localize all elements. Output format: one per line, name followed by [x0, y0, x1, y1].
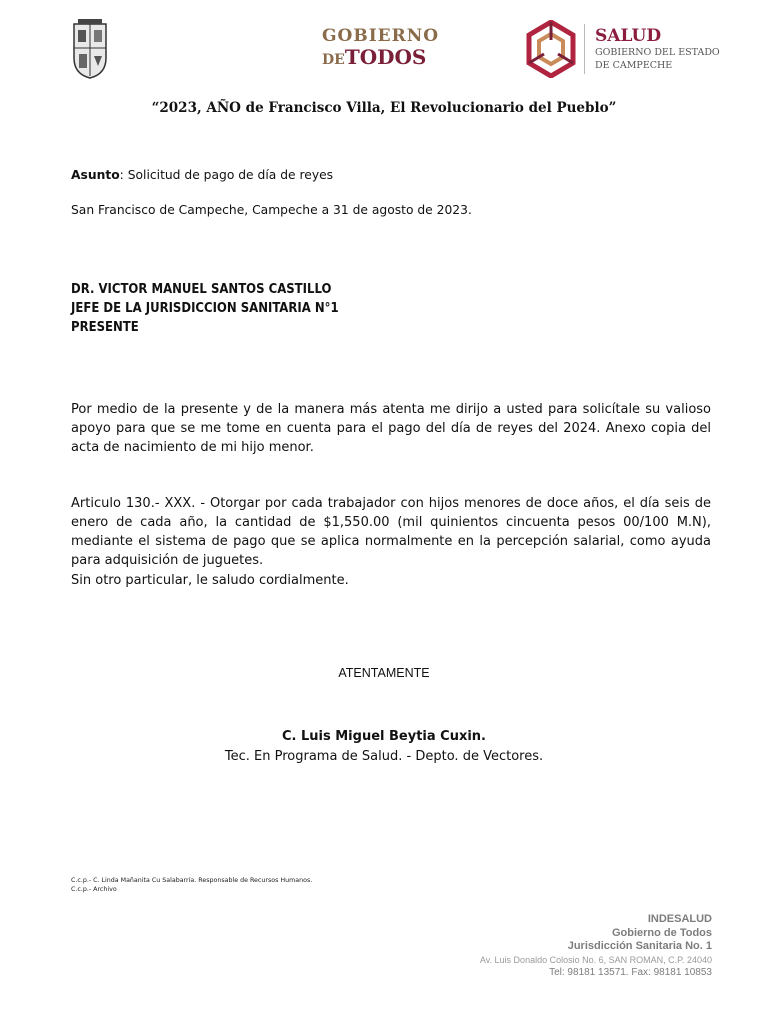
gob-logo-line2 [322, 47, 432, 67]
subject-line [71, 168, 333, 182]
footer-line-2: Gobierno de Todos [611, 926, 712, 939]
signer-name: C. Luis Miguel Beytia Cuxin. [281, 729, 486, 744]
addressee-block [71, 280, 339, 337]
salud-separator [584, 24, 585, 74]
gob-logo-line1: GOBIERNO [322, 26, 440, 46]
addressee-presente: PRESENTE [71, 320, 139, 335]
addressee-name: DR. VICTOR MANUEL SANTOS CASTILLO [71, 282, 332, 297]
footer-phone: Tel: 98181 13571. Fax: 98181 10853 [549, 966, 712, 978]
campeche-coat-of-arms-icon [70, 18, 110, 80]
place-date: San Francisco de Campeche, Campeche a 31 de agosto de 2023. [71, 203, 472, 217]
footer-line-3: Jurisdicción Sanitaria No. 1 [567, 940, 712, 952]
salud-logo-text [595, 28, 720, 71]
body-paragraph-3: Sin otro particular, le saludo cordialmente. [71, 573, 349, 588]
year-motto: “2023, AÑO de Francisco Villa, El Revolucionario del Pueblo” [151, 100, 617, 116]
salud-emblem-icon [526, 20, 576, 78]
body-paragraph-2: Articulo 130.- XXX. - Otorgar por cada trabajador con hijos menores de doce años, el día seis de enero de cada año, la cantidad de $1,550.00 (mil quinientos cincuenta pesos 00/100 M.N), mediante el sistema de pago que se aplica normalmente en la percepción salarial, como ayuda para adquisición de juguetes. [71, 496, 711, 568]
ccp-block [71, 876, 312, 894]
closing-text: ATENTAMENTE [338, 666, 430, 680]
salud-title: SALUD [595, 26, 662, 46]
ccp-line-2: C.c.p.- Archivo [71, 886, 117, 893]
gob-logo-todos: TODOS [344, 45, 427, 69]
gob-logo-de: DE [322, 52, 345, 68]
subject-label: Asunto [71, 168, 120, 182]
signer-title: Tec. En Programa de Salud. - Depto. de Vectores. [224, 749, 544, 764]
addressee-position: JEFE DE LA JURISDICCION SANITARIA N°1 [71, 301, 339, 316]
subject-text: : Solicitud de pago de día de reyes [119, 168, 334, 182]
footer-line-1: INDESALUD [647, 913, 712, 925]
footer-address: Av. Luis Donaldo Colosio No. 6, SAN ROMAN, C.P. 24040 [479, 954, 712, 965]
gobierno-de-todos-logo [322, 26, 440, 70]
salud-sub2: DE CAMPECHE [595, 60, 673, 71]
footer-block [480, 913, 712, 979]
ccp-line-1: C.c.p.- C. Linda Mañanita Cu Salabarría. Responsable de Recursos Humanos. [71, 877, 313, 884]
salud-sub1: GOBIERNO DEL ESTADO [595, 47, 720, 58]
body-paragraph-1: Por medio de la presente y de la manera más atenta me dirijo a usted para solicítale su valioso apoyo para que se me tome en cuenta para el pago del día de reyes del 2024. Anexo copia del acta de nacimiento de mi hijo menor. [71, 402, 711, 455]
